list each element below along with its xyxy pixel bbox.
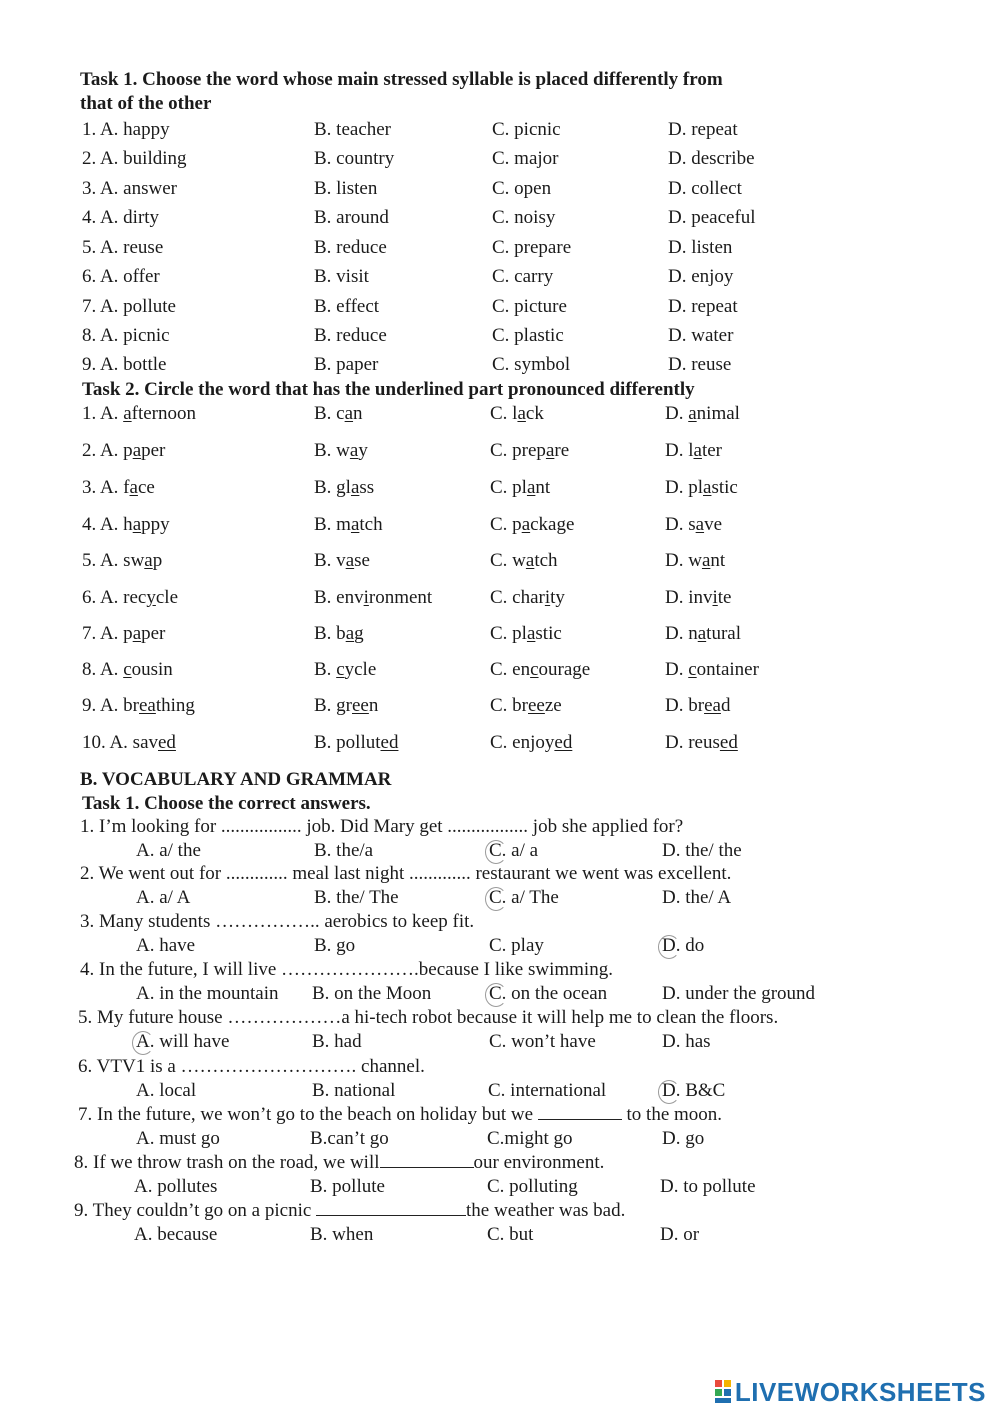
option-text-after: ss [359,477,375,498]
pronunciation-option-d[interactable] [665,512,722,538]
option-text-before: 3. A. f [82,477,130,498]
underlined-sound: a [123,403,132,424]
underlined-sound: a [545,440,555,461]
answer-option-a[interactable]: A. must go [136,1128,220,1149]
option-text-after: ourage [538,659,591,680]
stress-row [0,235,1000,261]
option-text-after: ze [544,695,562,716]
underlined-sound: c [123,659,132,680]
answer-option-d[interactable]: D. the/ A [662,887,732,908]
underlined-sound: a [526,477,536,498]
pronunciation-option-d[interactable] [665,657,759,683]
answer-option-c[interactable]: C. international [488,1080,607,1101]
option-text-after: ppy [141,514,170,535]
answer-option-c[interactable]: C. a/ The [489,887,559,908]
footer-brand [715,1375,986,1409]
pronunciation-option-c[interactable] [490,438,569,464]
stress-option-b[interactable]: B. country [314,148,395,169]
underlined-sound: a [703,477,712,498]
option-text-after: re [554,440,570,461]
question-9-options [0,1223,1000,1247]
underlined-sound: i [712,587,718,608]
option-text-before: D. l [665,440,694,461]
stress-option-c[interactable]: C. symbol [492,354,571,375]
question-4-options [0,982,1000,1006]
option-text-before: B. gl [314,477,351,498]
answer-blank[interactable] [380,1151,474,1168]
option-text-before: D. reus [665,732,720,753]
stress-option-d[interactable]: D. reuse [668,354,732,375]
answer-option-a[interactable]: A. because [134,1224,218,1245]
question-7-options [0,1127,1000,1151]
option-text-before: C. prep [490,440,546,461]
stress-row [0,146,1000,172]
stress-option-b[interactable]: B. teacher [314,119,392,140]
pronunciation-option-a[interactable] [82,475,155,501]
pronunciation-option-c[interactable] [490,730,572,756]
option-text-before: B. v [314,550,346,571]
option-text-after: cle [155,587,179,608]
stress-option-b[interactable]: B. visit [314,266,369,287]
pronunciation-option-b[interactable] [314,730,398,756]
pronunciation-option-c[interactable] [490,401,544,427]
option-text-after: n [353,403,363,424]
answer-option-d[interactable]: D. under the ground [662,983,816,1004]
answer-option-c[interactable]: C. won’t have [489,1031,596,1052]
option-text-after: te [717,587,732,608]
pronunciation-option-c[interactable] [490,657,590,683]
stress-option-b[interactable]: B. around [314,207,389,228]
option-text-after: ckage [530,514,575,535]
pronunciation-option-d[interactable] [665,438,722,464]
option-text-after: ronment [368,587,433,608]
underlined-sound: a [345,623,355,644]
stress-option-b[interactable]: B. reduce [314,237,387,258]
stress-option-a[interactable]: 8. A. picnic [82,325,170,346]
answer-option-d[interactable]: D. to pollute [660,1176,756,1197]
pronunciation-option-a[interactable] [82,693,195,719]
pronunciation-row [0,438,1000,464]
pronunciation-option-b[interactable] [314,621,364,647]
underlined-sound: y [146,587,156,608]
pronunciation-row [0,730,1000,756]
option-text-before: 10. A. sav [82,732,158,753]
underlined-sound: c [530,659,539,680]
answer-option-b[interactable]: B. had [312,1031,362,1052]
question-8-text [74,1151,604,1175]
footer-brand-text: LIVEWORKSHEETS [734,1376,986,1407]
liveworksheets-logo-icon [715,1380,731,1404]
option-text-after: ousin [131,659,173,680]
stress-row [0,176,1000,202]
underlined-sound: a [521,514,531,535]
option-text-after: fternoon [131,403,196,424]
pronunciation-option-c[interactable] [490,512,574,538]
question-3-text: 3. Many students …………….. aerobics to keep fit. [80,911,475,932]
option-text-after: nt [535,477,551,498]
option-text-before: 1. A. [82,403,124,424]
pronunciation-option-b[interactable] [314,548,370,574]
stress-option-b[interactable]: B. reduce [314,325,387,346]
underlined-sound: a [688,403,697,424]
stress-option-c[interactable]: C. noisy [492,207,556,228]
underlined-sound: ea [704,695,721,716]
stress-row [0,352,1000,378]
option-text-before: B. [314,659,337,680]
stress-option-a[interactable]: 5. A. reuse [82,237,164,258]
answer-option-b[interactable]: B. the/ The [314,887,399,908]
answer-option-a[interactable]: A. have [136,935,196,956]
answer-option-b[interactable]: B. pollute [310,1176,385,1197]
underlined-sound: i [363,587,369,608]
option-text-before: B. pollut [314,732,381,753]
stress-option-c[interactable]: C. carry [492,266,554,287]
pronunciation-option-a[interactable] [82,657,173,683]
answer-blank[interactable] [316,1199,466,1216]
stress-option-a[interactable]: 1. A. happy [82,119,170,140]
pronunciation-option-c[interactable] [490,585,565,611]
answer-option-b[interactable]: B. go [314,935,356,956]
option-text-before: C. enjoy [490,732,555,753]
underlined-sound: a [345,550,355,571]
option-text-before: B. m [314,514,351,535]
pronunciation-row [0,401,1000,427]
underlined-sound: a [697,623,707,644]
stress-option-c[interactable]: C. picnic [492,119,561,140]
underlined-sound: a [350,477,360,498]
stress-row [0,205,1000,231]
pronunciation-option-c[interactable] [490,693,562,719]
stress-option-c[interactable]: C. picture [492,296,567,317]
option-text-after: ce [137,477,155,498]
pronunciation-option-a[interactable] [82,585,178,611]
stress-row [0,117,1000,143]
stress-option-d[interactable]: D. repeat [668,119,738,140]
stress-option-a[interactable]: 2. A. building [82,148,187,169]
pronunciation-option-a[interactable] [82,730,176,756]
option-text-before: B. c [314,403,345,424]
option-text-after: stic [711,477,738,498]
pronunciation-option-d[interactable] [665,693,730,719]
option-text-before: 4. A. h [82,514,133,535]
stress-option-d[interactable]: D. describe [668,148,755,169]
pronunciation-row [0,693,1000,719]
pronunciation-option-d[interactable] [665,730,738,756]
option-text-before: C. l [490,403,518,424]
option-text-before: C. pl [490,623,527,644]
pronunciation-option-d[interactable] [665,621,741,647]
option-text-before: 2. A. p [82,440,133,461]
pronunciation-row [0,657,1000,683]
option-text-after: ycle [344,659,377,680]
task2-pronunciation-title: Task 2. Circle the word that has the underlined part pronounced differently [82,379,695,400]
pronunciation-option-a[interactable] [82,512,170,538]
question-text-start: 7. In the future, we won’t go to the beach on holiday but we [78,1104,538,1125]
answer-option-b[interactable]: B. on the Moon [312,983,432,1004]
question-5-text: 5. My future house ………………a hi-tech robot because it will help me to clean the floors. [78,1007,779,1028]
task1-stress-title-line1: Task 1. Choose the word whose main stressed syllable is placed differently from [80,69,723,90]
answer-option-c[interactable]: C. on the ocean [489,983,608,1004]
pronunciation-option-d[interactable] [665,401,740,427]
option-text-before: D. [665,403,689,424]
question-text-start: 9. They couldn’t go on a picnic [74,1200,317,1221]
option-text-before: D. [665,659,689,680]
underlined-sound: ea [139,695,156,716]
pronunciation-option-b[interactable] [314,475,374,501]
option-text-before: 7. A. p [82,623,133,644]
option-text-after: per [141,623,166,644]
pronunciation-option-a[interactable] [82,621,165,647]
section-b-task1-title: Task 1. Choose the correct answers. [82,793,371,814]
stress-option-c[interactable]: C. major [492,148,559,169]
underlined-sound: a [349,440,359,461]
underlined-sound: ee [352,695,369,716]
option-text-after: y [358,440,368,461]
option-text-after: g [354,623,364,644]
underlined-sound: ee [528,695,545,716]
pronunciation-row [0,475,1000,501]
option-text-before: C. p [490,514,522,535]
question-1-text: 1. I’m looking for ................. job. Did Mary get ................. job she applied for? [80,816,684,837]
pronunciation-option-a[interactable] [82,438,165,464]
option-text-after: tch [534,550,558,571]
answer-option-d[interactable]: D. B&C [662,1080,726,1101]
underlined-sound: a [350,514,360,535]
stress-option-b[interactable]: B. listen [314,178,378,199]
option-text-before: 8. A. [82,659,124,680]
question-4-text: 4. In the future, I will live ………………….because I like swimming. [80,959,613,980]
underlined-sound: i [544,587,551,608]
option-text-after: ontainer [696,659,759,680]
option-text-before: D. s [665,514,696,535]
option-text-after: tural [706,623,741,644]
stress-option-d[interactable]: D. enjoy [668,266,734,287]
question-text-start: 8. If we throw trash on the road, we will [74,1152,380,1173]
question-1-options [0,839,1000,863]
option-text-after: ve [704,514,722,535]
question-7-text [78,1103,722,1127]
answer-option-d[interactable]: D. has [662,1031,711,1052]
question-5-options [0,1030,1000,1054]
question-3-options [0,934,1000,958]
option-text-before: B. gr [314,695,352,716]
stress-option-a[interactable]: 6. A. offer [82,266,160,287]
pronunciation-option-c[interactable] [490,621,562,647]
answer-option-c[interactable]: C. play [489,935,544,956]
underlined-sound: a [526,623,536,644]
pronunciation-option-c[interactable] [490,475,550,501]
underlined-sound: a [701,550,711,571]
option-text-after: nt [710,550,726,571]
stress-option-c[interactable]: C. plastic [492,325,564,346]
underlined-sound: ed [380,732,399,753]
option-text-after: d [720,695,731,716]
underlined-sound: a [695,514,705,535]
underlined-sound: a [525,550,535,571]
stress-row [0,323,1000,349]
stress-option-a[interactable]: 4. A. dirty [82,207,160,228]
question-2-options [0,886,1000,910]
option-text-before: 9. A. br [82,695,139,716]
pronunciation-option-a[interactable] [82,548,162,574]
stress-option-a[interactable]: 9. A. bottle [82,354,167,375]
answer-option-d[interactable]: D. or [660,1224,700,1245]
option-text-before: C. en [490,659,531,680]
answer-option-b[interactable]: B. the/a [314,840,374,861]
option-text-before: B. env [314,587,364,608]
option-text-before: C. char [490,587,545,608]
pronunciation-option-a[interactable] [82,401,196,427]
underlined-sound: c [688,659,697,680]
pronunciation-option-b[interactable] [314,438,368,464]
underlined-sound: ed [158,732,176,753]
option-text-before: D. br [665,695,705,716]
answer-blank[interactable] [538,1103,622,1120]
task1-stress-title-line2: that of the other [80,93,212,114]
answer-option-a[interactable]: A. local [136,1080,197,1101]
answer-option-a[interactable]: A. will have [136,1031,230,1052]
underlined-sound: a [344,403,354,424]
pronunciation-option-b[interactable] [314,512,383,538]
question-text-end: the weather was bad. [466,1200,626,1221]
pronunciation-option-b[interactable] [314,401,363,427]
option-text-before: B. w [314,440,350,461]
answer-option-a[interactable]: A. a/ the [136,840,201,861]
option-text-after: se [354,550,370,571]
stress-option-c[interactable]: C. prepare [492,237,572,258]
option-text-after: n [368,695,379,716]
stress-option-b[interactable]: B. paper [314,354,379,375]
answer-option-d[interactable]: D. go [662,1128,705,1149]
stress-option-c[interactable]: C. open [492,178,552,199]
pronunciation-option-d[interactable] [665,475,738,501]
answer-option-a[interactable]: A. pollutes [134,1176,218,1197]
option-text-before: 5. A. sw [82,550,145,571]
pronunciation-option-b[interactable] [314,585,432,611]
underlined-sound: ed [554,732,573,753]
answer-option-c[interactable]: C. but [487,1224,534,1245]
pronunciation-option-b[interactable] [314,657,376,683]
option-text-before: 6. A. rec [82,587,147,608]
option-text-after: tch [359,514,383,535]
pronunciation-option-d[interactable] [665,585,732,611]
option-text-after: per [141,440,166,461]
stress-option-a[interactable]: 7. A. pollute [82,296,176,317]
pronunciation-option-b[interactable] [314,693,378,719]
question-text-end: our environment. [473,1152,605,1173]
question-6-options [0,1079,1000,1103]
option-text-after: ck [525,403,544,424]
option-text-before: B. b [314,623,346,644]
stress-option-d[interactable]: D. repeat [668,296,738,317]
option-text-after: stic [535,623,562,644]
option-text-after: thing [155,695,195,716]
option-text-before: D. w [665,550,702,571]
option-text-after: p [152,550,163,571]
option-text-before: C. pl [490,477,527,498]
question-9-text [74,1199,625,1223]
option-text-before: C. w [490,550,526,571]
option-text-after: ty [550,587,565,608]
underlined-sound: a [144,550,153,571]
option-text-after: ter [701,440,722,461]
section-b-title: B. VOCABULARY AND GRAMMAR [80,769,392,790]
pronunciation-option-d[interactable] [665,548,725,574]
question-8-options [0,1175,1000,1199]
answer-option-b[interactable]: B.can’t go [310,1128,389,1149]
pronunciation-row [0,512,1000,538]
answer-option-d[interactable]: D. the/ the [662,840,742,861]
underlined-sound: a [132,440,142,461]
underlined-sound: a [132,514,142,535]
option-text-before: C. br [490,695,528,716]
stress-row [0,264,1000,290]
answer-option-d[interactable]: D. do [662,935,705,956]
stress-option-b[interactable]: B. effect [314,296,380,317]
stress-option-d[interactable]: D. peaceful [668,207,756,228]
option-text-before: D. pl [665,477,703,498]
answer-option-c[interactable]: C. polluting [487,1176,578,1197]
pronunciation-row [0,621,1000,647]
answer-option-a[interactable]: A. in the mountain [136,983,279,1004]
stress-option-d[interactable]: D. collect [668,178,742,199]
answer-option-b[interactable]: B. when [310,1224,374,1245]
underlined-sound: a [693,440,702,461]
underlined-sound: a [517,403,526,424]
stress-row [0,294,1000,320]
pronunciation-row [0,585,1000,611]
option-text-after: nimal [696,403,740,424]
pronunciation-row [0,548,1000,574]
option-text-before: D. n [665,623,698,644]
answer-option-b[interactable]: B. national [312,1080,396,1101]
stress-option-d[interactable]: D. water [668,325,734,346]
option-text-before: D. inv [665,587,713,608]
question-6-text: 6. VTV1 is a ………………………. channel. [78,1056,425,1077]
underlined-sound: a [129,477,138,498]
stress-option-a[interactable]: 3. A. answer [82,178,177,199]
underlined-sound: c [336,659,345,680]
answer-option-c[interactable]: C.might go [487,1128,573,1149]
answer-option-a[interactable]: A. a/ A [136,887,191,908]
underlined-sound: ed [719,732,738,753]
answer-option-c[interactable]: C. a/ a [489,840,539,861]
question-text-end: to the moon. [621,1104,723,1125]
stress-option-d[interactable]: D. listen [668,237,733,258]
pronunciation-option-c[interactable] [490,548,558,574]
underlined-sound: a [132,623,142,644]
question-2-text: 2. We went out for ............. meal last night ............. restaurant we went was excellent. [80,863,732,884]
